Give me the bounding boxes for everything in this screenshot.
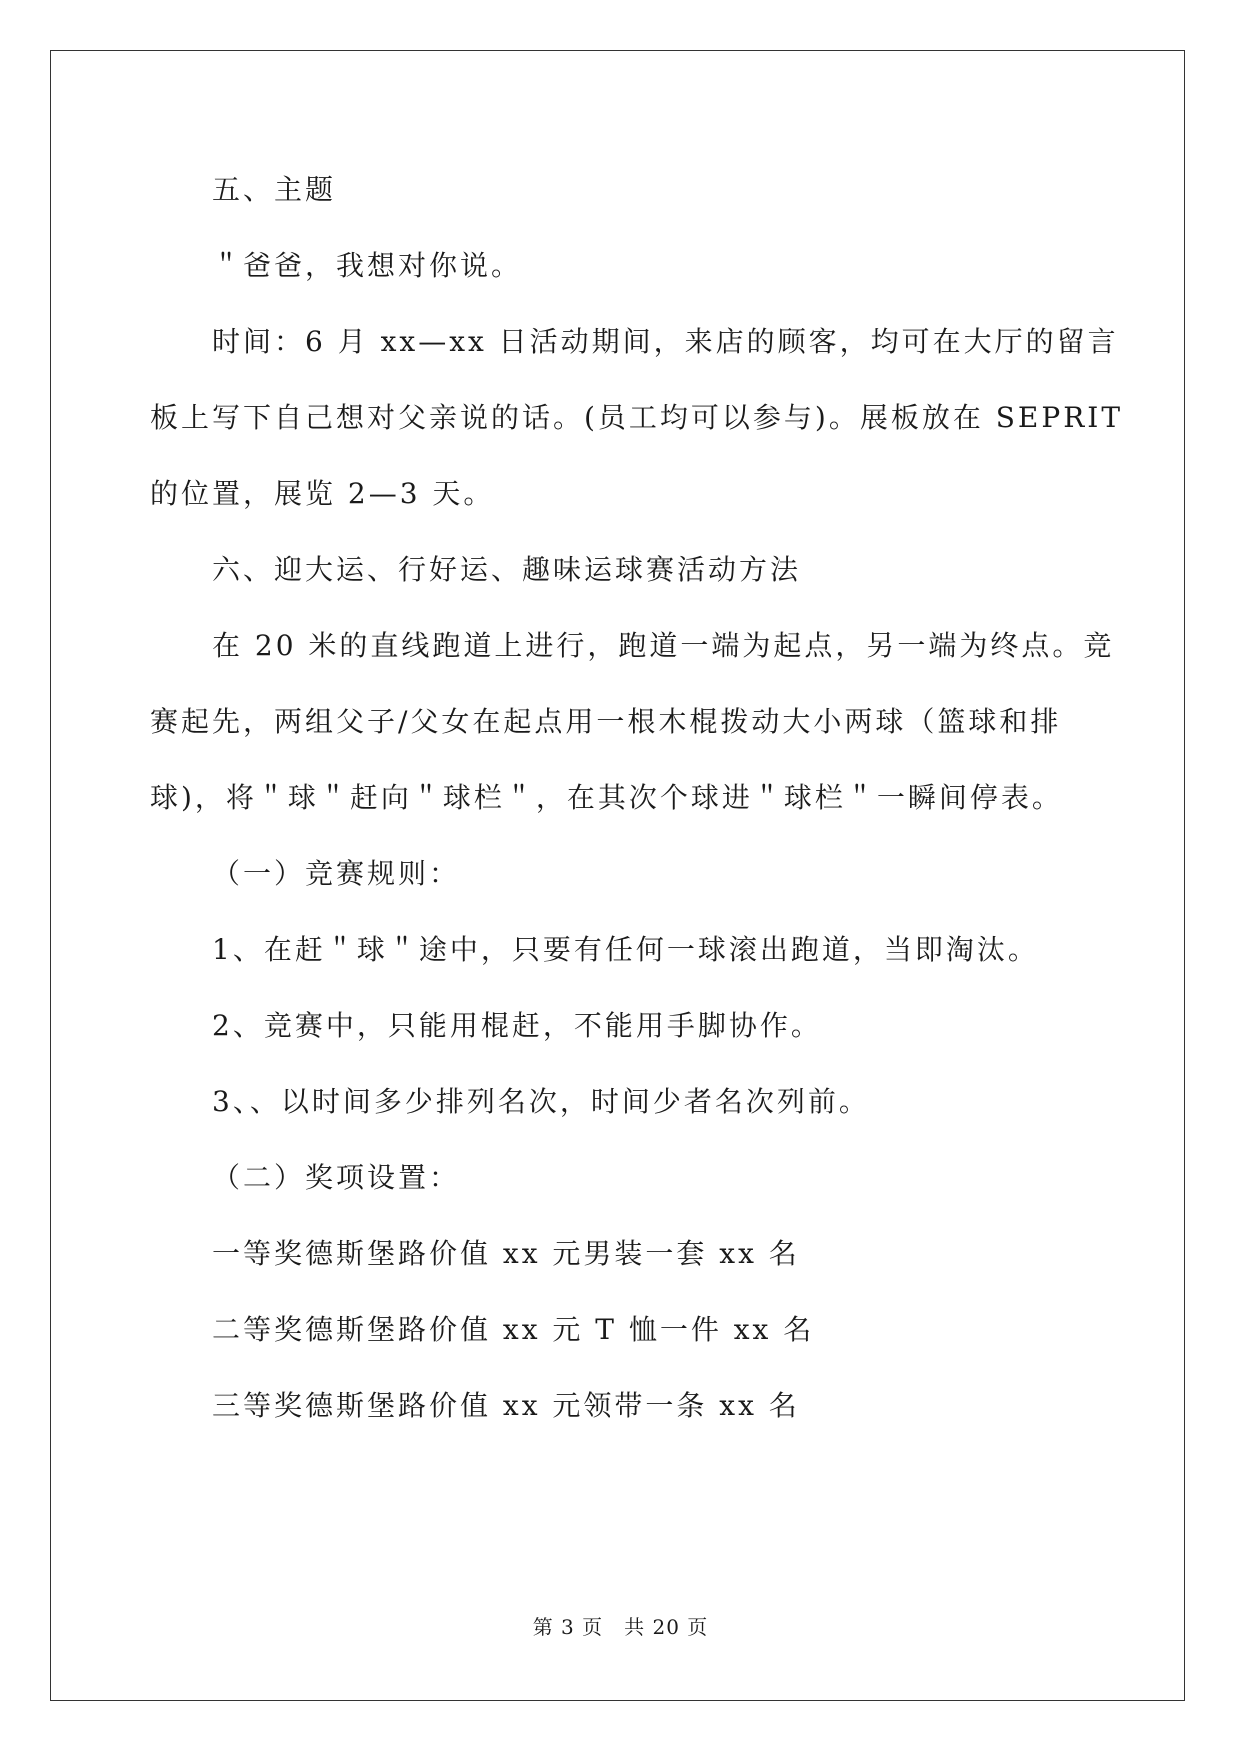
- paragraph-line: 时间：6 月 xx—xx 日活动期间，来店的顾客，均可在大厅的留言: [212, 325, 1119, 358]
- prize-item: 二等奖德斯堡路价值 xx 元 T 恤一件 xx 名: [212, 1313, 815, 1346]
- paragraph-line: 在 20 米的直线跑道上进行，跑道一端为起点，另一端为终点。竞: [212, 629, 1115, 662]
- subsection-heading: （二）奖项设置：: [212, 1161, 461, 1194]
- rule-item: 1、在赶＂球＂途中，只要有任何一球滚出跑道，当即淘汰。: [212, 933, 1039, 966]
- paragraph-line: 赛起先，两组父子/父女在起点用一根木棍拨动大小两球（篮球和排: [150, 705, 1062, 738]
- theme-text: ＂爸爸，我想对你说。: [212, 249, 523, 282]
- prize-item: 三等奖德斯堡路价值 xx 元领带一条 xx 名: [212, 1389, 800, 1422]
- rule-item: 3、、以时间多少排列名次，时间少者名次列前。: [212, 1085, 870, 1118]
- paragraph-line: 板上写下自己想对父亲说的话。(员工均可以参与)。展板放在 SEPRIT: [150, 401, 1124, 434]
- paragraph-line: 球)，将＂球＂赶向＂球栏＂，在其次个球进＂球栏＂一瞬间停表。: [150, 781, 1063, 814]
- rule-item: 2、竞赛中，只能用棍赶，不能用手脚协作。: [212, 1009, 822, 1042]
- section-heading: 六、迎大运、行好运、趣味运球赛活动方法: [212, 553, 802, 586]
- paragraph-line: 的位置，展览 2—3 天。: [150, 477, 495, 510]
- subsection-heading: （一）竞赛规则：: [212, 857, 461, 890]
- section-heading: 五、主题: [212, 173, 337, 206]
- prize-item: 一等奖德斯堡路价值 xx 元男装一套 xx 名: [212, 1237, 800, 1270]
- page-number: 第 3 页 共 20 页: [532, 1615, 709, 1639]
